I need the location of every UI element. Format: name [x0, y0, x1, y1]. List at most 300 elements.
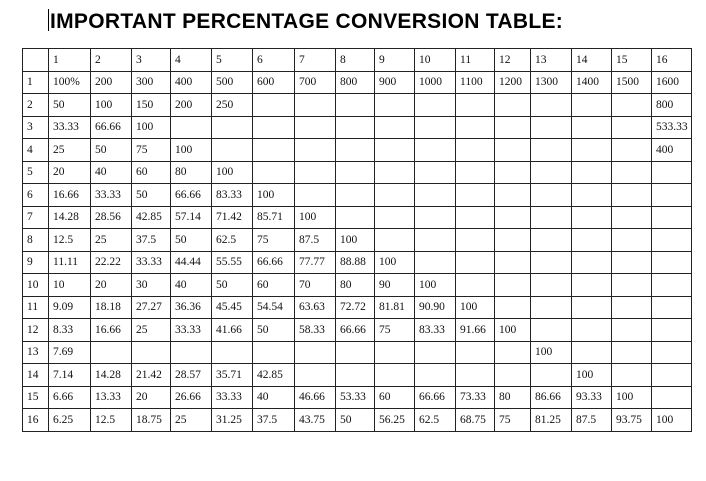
table-cell: 14 [572, 49, 612, 72]
table-row [23, 274, 692, 297]
table-cell: 533.33 [652, 116, 692, 139]
table-cell [415, 94, 456, 117]
table-row [23, 184, 692, 207]
table-cell: 50 [132, 184, 171, 207]
table-cell [495, 116, 531, 139]
table-cell: 80 [171, 161, 212, 184]
table-cell [415, 341, 456, 364]
table-cell: 87.5 [572, 409, 612, 432]
title-text: IMPORTANT PERCENTAGE CONVERSION TABLE: [50, 10, 564, 33]
table-cell: 1500 [612, 71, 652, 94]
table-cell [531, 296, 572, 319]
table-cell [652, 296, 692, 319]
table-cell: 100 [295, 206, 336, 229]
table-cell [415, 161, 456, 184]
table-cell [336, 139, 375, 162]
table-cell [295, 161, 336, 184]
table-cell [336, 206, 375, 229]
table-cell: 46.66 [295, 386, 336, 409]
table-cell [375, 139, 415, 162]
table-cell: 200 [171, 94, 212, 117]
table-cell: 35.71 [212, 364, 253, 387]
table-cell [336, 184, 375, 207]
table-cell [415, 229, 456, 252]
table-cell [531, 139, 572, 162]
table-cell: 71.42 [212, 206, 253, 229]
table-cell: 7 [295, 49, 336, 72]
table-cell: 87.5 [295, 229, 336, 252]
table-cell [253, 116, 295, 139]
table-cell: 8.33 [49, 319, 91, 342]
table-cell: 50 [336, 409, 375, 432]
table-cell: 100 [132, 116, 171, 139]
table-cell: 66.66 [171, 184, 212, 207]
table-cell: 12.5 [49, 229, 91, 252]
row-label-cell: 12 [23, 319, 49, 342]
table-cell [652, 184, 692, 207]
table-cell: 100 [253, 184, 295, 207]
table-cell [531, 116, 572, 139]
table-cell [612, 229, 652, 252]
table-cell [572, 319, 612, 342]
table-cell: 50 [212, 274, 253, 297]
table-cell [652, 364, 692, 387]
table-cell: 60 [253, 274, 295, 297]
table-cell: 44.44 [171, 251, 212, 274]
table-cell [612, 94, 652, 117]
table-cell [253, 139, 295, 162]
table-cell: 25 [91, 229, 132, 252]
table-cell: 50 [171, 229, 212, 252]
table-cell [456, 341, 495, 364]
table-cell [495, 139, 531, 162]
table-cell: 50 [49, 94, 91, 117]
table-row [23, 386, 692, 409]
table-cell: 14.28 [49, 206, 91, 229]
table-cell [456, 161, 495, 184]
table-cell: 8 [336, 49, 375, 72]
table-cell [415, 206, 456, 229]
table-cell [456, 364, 495, 387]
table-cell [415, 116, 456, 139]
table-cell: 100 [336, 229, 375, 252]
table-cell: 250 [212, 94, 253, 117]
table-cell [531, 364, 572, 387]
table-cell [531, 184, 572, 207]
table-cell: 56.25 [375, 409, 415, 432]
table-cell: 800 [652, 94, 692, 117]
table-cell: 28.56 [91, 206, 132, 229]
table-cell: 60 [375, 386, 415, 409]
table-row [23, 229, 692, 252]
row-label-cell: 10 [23, 274, 49, 297]
table-cell: 25 [171, 409, 212, 432]
table-cell: 66.66 [91, 116, 132, 139]
table-cell [456, 139, 495, 162]
table-cell [612, 296, 652, 319]
table-cell: 83.33 [415, 319, 456, 342]
table-cell: 81.81 [375, 296, 415, 319]
table-cell: 16.66 [49, 184, 91, 207]
table-cell: 7.69 [49, 341, 91, 364]
table-cell: 75 [495, 409, 531, 432]
table-cell: 42.85 [132, 206, 171, 229]
table-cell [375, 184, 415, 207]
table-row [23, 139, 692, 162]
table-header-row [23, 49, 692, 72]
table-cell: 66.66 [253, 251, 295, 274]
row-label-cell: 15 [23, 386, 49, 409]
table-cell: 100 [456, 296, 495, 319]
table-cell [612, 184, 652, 207]
table-cell: 100 [171, 139, 212, 162]
table-cell [375, 341, 415, 364]
table-cell [652, 206, 692, 229]
table-cell: 1400 [572, 71, 612, 94]
table-cell: 75 [132, 139, 171, 162]
table-cell: 43.75 [295, 409, 336, 432]
table-row [23, 341, 692, 364]
table-cell: 33.33 [132, 251, 171, 274]
table-cell [336, 364, 375, 387]
table-cell [375, 94, 415, 117]
table-cell [456, 206, 495, 229]
table-cell [572, 94, 612, 117]
table-cell [612, 274, 652, 297]
row-label-cell: 5 [23, 161, 49, 184]
table-cell [171, 116, 212, 139]
table-cell [572, 296, 612, 319]
table-cell: 75 [375, 319, 415, 342]
table-cell [295, 341, 336, 364]
table-row [23, 116, 692, 139]
table-cell: 40 [171, 274, 212, 297]
table-cell: 6 [253, 49, 295, 72]
table-cell: 50 [91, 139, 132, 162]
table-cell: 41.66 [212, 319, 253, 342]
table-cell: 5 [212, 49, 253, 72]
table-row [23, 364, 692, 387]
table-cell [652, 251, 692, 274]
table-cell [652, 341, 692, 364]
table-cell: 100 [375, 251, 415, 274]
table-cell [612, 341, 652, 364]
table-cell [253, 94, 295, 117]
table-cell [212, 116, 253, 139]
table-row [23, 319, 692, 342]
table-cell [295, 139, 336, 162]
table-cell [91, 341, 132, 364]
table-cell: 4 [171, 49, 212, 72]
table-row [23, 161, 692, 184]
table-cell: 7.14 [49, 364, 91, 387]
row-label-cell: 8 [23, 229, 49, 252]
table-cell: 14.28 [91, 364, 132, 387]
table-cell: 100 [91, 94, 132, 117]
table-cell: 25 [49, 139, 91, 162]
table-cell: 1000 [415, 71, 456, 94]
table-cell: 11 [456, 49, 495, 72]
row-label-cell [23, 49, 49, 72]
table-cell [415, 139, 456, 162]
table-cell [336, 161, 375, 184]
table-cell [375, 229, 415, 252]
table-cell [375, 116, 415, 139]
table-cell: 91.66 [456, 319, 495, 342]
table-cell: 100% [49, 71, 91, 94]
row-label-cell: 7 [23, 206, 49, 229]
table-cell: 53.33 [336, 386, 375, 409]
row-label-cell: 14 [23, 364, 49, 387]
table-cell [171, 341, 212, 364]
table-cell [612, 251, 652, 274]
table-cell: 55.55 [212, 251, 253, 274]
table-cell [495, 184, 531, 207]
table-cell: 150 [132, 94, 171, 117]
table-cell [375, 206, 415, 229]
table-cell: 9.09 [49, 296, 91, 319]
table-cell [253, 341, 295, 364]
table-cell [572, 116, 612, 139]
table-cell [336, 341, 375, 364]
table-cell: 400 [652, 139, 692, 162]
table-cell: 3 [132, 49, 171, 72]
table-cell [132, 341, 171, 364]
table-cell: 40 [91, 161, 132, 184]
table-cell [612, 206, 652, 229]
table-cell [495, 364, 531, 387]
percentage-conversion-table [22, 48, 692, 432]
table-cell: 27.27 [132, 296, 171, 319]
table-cell: 60 [132, 161, 171, 184]
table-cell [652, 386, 692, 409]
table-cell [295, 94, 336, 117]
table-cell: 16.66 [91, 319, 132, 342]
row-label-cell: 11 [23, 296, 49, 319]
table-cell: 68.75 [456, 409, 495, 432]
table-cell [531, 229, 572, 252]
table-cell: 600 [253, 71, 295, 94]
table-cell [572, 139, 612, 162]
table-cell: 70 [295, 274, 336, 297]
table-cell: 31.25 [212, 409, 253, 432]
table-cell: 37.5 [253, 409, 295, 432]
table-cell [612, 319, 652, 342]
table-cell: 33.33 [212, 386, 253, 409]
table-cell: 18.18 [91, 296, 132, 319]
table-cell: 1100 [456, 71, 495, 94]
table-cell [531, 319, 572, 342]
table-cell: 62.5 [415, 409, 456, 432]
table-cell [415, 251, 456, 274]
table-cell: 10 [49, 274, 91, 297]
table-cell: 1 [49, 49, 91, 72]
table-cell: 400 [171, 71, 212, 94]
table-cell: 1200 [495, 71, 531, 94]
table-cell: 100 [572, 364, 612, 387]
table-cell: 72.72 [336, 296, 375, 319]
table-cell: 63.63 [295, 296, 336, 319]
table-cell: 200 [91, 71, 132, 94]
table-cell [456, 116, 495, 139]
table-cell: 100 [415, 274, 456, 297]
table-cell: 93.75 [612, 409, 652, 432]
table-cell [572, 161, 612, 184]
table-row [23, 251, 692, 274]
table-cell [295, 116, 336, 139]
row-label-cell: 2 [23, 94, 49, 117]
table-cell: 13 [531, 49, 572, 72]
table-cell: 42.85 [253, 364, 295, 387]
table-cell: 100 [652, 409, 692, 432]
table-cell: 12 [495, 49, 531, 72]
table-cell: 57.14 [171, 206, 212, 229]
table-cell [212, 139, 253, 162]
table-cell: 2 [91, 49, 132, 72]
table-cell: 81.25 [531, 409, 572, 432]
table-cell: 90.90 [415, 296, 456, 319]
table-row [23, 409, 692, 432]
table-cell [375, 161, 415, 184]
table-cell [495, 229, 531, 252]
table-cell: 85.71 [253, 206, 295, 229]
table-cell: 11.11 [49, 251, 91, 274]
table-cell: 100 [212, 161, 253, 184]
table-cell [336, 116, 375, 139]
table-cell [612, 364, 652, 387]
table-cell [612, 116, 652, 139]
table-cell: 18.75 [132, 409, 171, 432]
table-cell [336, 94, 375, 117]
table-row [23, 71, 692, 94]
table-cell: 40 [253, 386, 295, 409]
table-cell [652, 161, 692, 184]
row-label-cell: 4 [23, 139, 49, 162]
table-cell [531, 94, 572, 117]
table-cell: 6.25 [49, 409, 91, 432]
table-cell: 90 [375, 274, 415, 297]
table-cell [531, 274, 572, 297]
table-cell: 100 [531, 341, 572, 364]
table-cell: 80 [495, 386, 531, 409]
table-cell: 6.66 [49, 386, 91, 409]
table-cell: 66.66 [415, 386, 456, 409]
table-cell [612, 139, 652, 162]
table-cell [531, 161, 572, 184]
table-cell: 100 [495, 319, 531, 342]
table-cell [456, 184, 495, 207]
table-cell: 62.5 [212, 229, 253, 252]
table-cell [495, 296, 531, 319]
table-cell: 10 [415, 49, 456, 72]
table-cell [652, 229, 692, 252]
table-cell [572, 229, 612, 252]
row-label-cell: 6 [23, 184, 49, 207]
table-cell: 58.33 [295, 319, 336, 342]
table-cell: 20 [49, 161, 91, 184]
table-cell: 80 [336, 274, 375, 297]
table-cell [295, 364, 336, 387]
table-cell: 26.66 [171, 386, 212, 409]
table-cell: 100 [612, 386, 652, 409]
table-cell: 45.45 [212, 296, 253, 319]
row-label-cell: 16 [23, 409, 49, 432]
table-cell: 77.77 [295, 251, 336, 274]
table-cell [495, 274, 531, 297]
table-cell [572, 341, 612, 364]
table-cell: 33.33 [91, 184, 132, 207]
table-cell: 83.33 [212, 184, 253, 207]
table-cell: 16 [652, 49, 692, 72]
table-cell [531, 206, 572, 229]
table-cell [572, 274, 612, 297]
table-cell: 86.66 [531, 386, 572, 409]
table-cell [456, 94, 495, 117]
row-label-cell: 1 [23, 71, 49, 94]
table-cell: 20 [132, 386, 171, 409]
table-row [23, 94, 692, 117]
table-cell: 300 [132, 71, 171, 94]
table-cell: 900 [375, 71, 415, 94]
table-cell: 25 [132, 319, 171, 342]
table-cell: 50 [253, 319, 295, 342]
table-cell [495, 206, 531, 229]
table-cell: 30 [132, 274, 171, 297]
table-cell [212, 341, 253, 364]
table-cell: 15 [612, 49, 652, 72]
table-cell: 33.33 [49, 116, 91, 139]
table-cell [456, 274, 495, 297]
table-cell: 54.54 [253, 296, 295, 319]
row-label-cell: 3 [23, 116, 49, 139]
table-cell: 88.88 [336, 251, 375, 274]
table-cell: 22.22 [91, 251, 132, 274]
table-row [23, 206, 692, 229]
table-cell: 1600 [652, 71, 692, 94]
table-cell: 500 [212, 71, 253, 94]
table-row [23, 296, 692, 319]
table-cell: 66.66 [336, 319, 375, 342]
table-cell [495, 341, 531, 364]
table-cell [456, 229, 495, 252]
table-cell: 13.33 [91, 386, 132, 409]
table-cell: 20 [91, 274, 132, 297]
table-cell: 37.5 [132, 229, 171, 252]
page-title [48, 8, 563, 36]
text-cursor [48, 9, 49, 31]
table-cell: 28.57 [171, 364, 212, 387]
table-cell [531, 251, 572, 274]
table-cell: 700 [295, 71, 336, 94]
table-cell [572, 251, 612, 274]
table-cell [612, 161, 652, 184]
table-cell [415, 184, 456, 207]
table-cell [295, 184, 336, 207]
table-cell [652, 274, 692, 297]
table-cell: 33.33 [171, 319, 212, 342]
row-label-cell: 9 [23, 251, 49, 274]
table-cell [572, 206, 612, 229]
table-cell [495, 161, 531, 184]
row-label-cell: 13 [23, 341, 49, 364]
table-cell [375, 364, 415, 387]
table-cell [572, 184, 612, 207]
table-cell: 93.33 [572, 386, 612, 409]
table-cell: 75 [253, 229, 295, 252]
table-cell: 1300 [531, 71, 572, 94]
table-cell: 21.42 [132, 364, 171, 387]
table-cell [495, 94, 531, 117]
